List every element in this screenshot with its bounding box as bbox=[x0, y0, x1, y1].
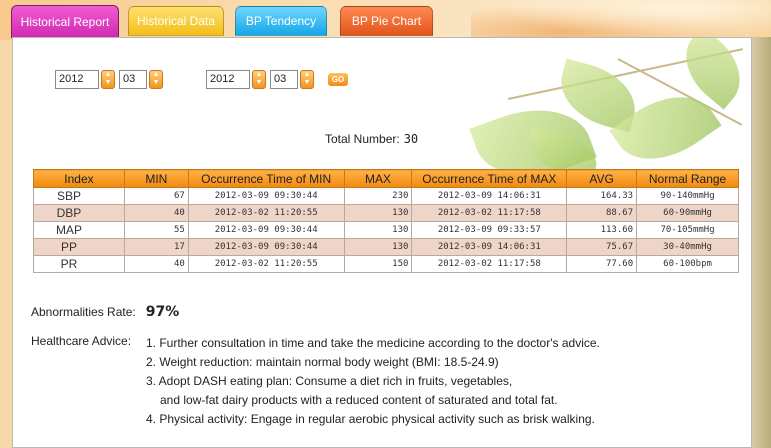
cell-min: 40 bbox=[124, 205, 188, 222]
cell-max-time: 2012-03-02 11:17:58 bbox=[412, 256, 567, 273]
header-avg: AVG bbox=[567, 170, 637, 188]
to-year-field[interactable]: 2012 bbox=[206, 70, 250, 89]
cell-range: 70-105mmHg bbox=[637, 222, 739, 239]
total-label: Total Number: bbox=[325, 132, 400, 146]
advice-line: 2. Weight reduction: maintain normal body weight (BMI: 18.5-24.9) bbox=[146, 355, 499, 369]
cell-avg: 88.67 bbox=[567, 205, 637, 222]
header-max-time: Occurrence Time of MAX bbox=[412, 170, 567, 188]
abnormalities-value: 97% bbox=[145, 304, 180, 320]
cell-index: MAP bbox=[34, 222, 125, 239]
healthcare-advice-label: Healthcare Advice: bbox=[31, 334, 132, 348]
cell-min-time: 2012-03-09 09:30:44 bbox=[188, 222, 344, 239]
cell-max-time: 2012-03-02 11:17:58 bbox=[412, 205, 567, 222]
abnormalities-label: Abnormalities Rate: bbox=[31, 305, 136, 319]
total-number bbox=[325, 132, 418, 146]
header-min: MIN bbox=[124, 170, 188, 188]
to-month-field[interactable]: 03 bbox=[270, 70, 298, 89]
from-month-spinner[interactable]: ▲ ▼ bbox=[149, 70, 163, 89]
table-row bbox=[34, 256, 739, 273]
cell-max: 130 bbox=[344, 205, 412, 222]
cell-max-time: 2012-03-09 14:06:31 bbox=[412, 239, 567, 256]
cell-index: PP bbox=[34, 239, 125, 256]
cell-min: 17 bbox=[124, 239, 188, 256]
table-row bbox=[34, 205, 739, 222]
cell-index: PR bbox=[34, 256, 125, 273]
go-button[interactable]: GO bbox=[328, 73, 348, 86]
cell-max: 130 bbox=[344, 222, 412, 239]
cell-max: 150 bbox=[344, 256, 412, 273]
total-value: 30 bbox=[403, 132, 419, 146]
advice-line: 4. Physical activity: Engage in regular aerobic physical activity such as brisk walking. bbox=[146, 412, 595, 426]
cell-max-time: 2012-03-09 14:06:31 bbox=[412, 188, 567, 205]
cell-range: 30-40mmHg bbox=[637, 239, 739, 256]
cell-range: 60-100bpm bbox=[637, 256, 739, 273]
cell-max: 130 bbox=[344, 239, 412, 256]
cell-max-time: 2012-03-09 09:33:57 bbox=[412, 222, 567, 239]
to-month-spinner[interactable]: ▲ ▼ bbox=[300, 70, 314, 89]
tab-bp-pie-chart[interactable]: BP Pie Chart bbox=[340, 6, 433, 36]
report-panel bbox=[12, 37, 752, 448]
header-min-time: Occurrence Time of MIN bbox=[188, 170, 344, 188]
header-index: Index bbox=[34, 170, 125, 188]
cell-index: DBP bbox=[34, 205, 125, 222]
table-row bbox=[34, 239, 739, 256]
cell-min: 67 bbox=[124, 188, 188, 205]
tab-historical-report[interactable]: Historical Report bbox=[11, 5, 119, 38]
leaves-decoration bbox=[468, 38, 752, 178]
advice-line: 1. Further consultation in time and take the medicine according to the doctor's advice. bbox=[146, 336, 600, 350]
cell-range: 90-140mmHg bbox=[637, 188, 739, 205]
tab-historical-data[interactable]: Historical Data bbox=[128, 6, 224, 36]
from-month-field[interactable]: 03 bbox=[119, 70, 147, 89]
cell-min-time: 2012-03-09 09:30:44 bbox=[188, 188, 344, 205]
header-normal-range: Normal Range bbox=[637, 170, 739, 188]
cell-min-time: 2012-03-02 11:20:55 bbox=[188, 205, 344, 222]
from-year-field[interactable]: 2012 bbox=[55, 70, 99, 89]
healthcare-advice-list bbox=[146, 334, 600, 429]
cell-min-time: 2012-03-09 09:30:44 bbox=[188, 239, 344, 256]
advice-line: 3. Adopt DASH eating plan: Consume a diet rich in fruits, vegetables, bbox=[146, 374, 513, 388]
bp-summary-table bbox=[33, 169, 739, 273]
tab-bp-tendency[interactable]: BP Tendency bbox=[235, 6, 327, 36]
cell-avg: 75.67 bbox=[567, 239, 637, 256]
cell-index: SBP bbox=[34, 188, 125, 205]
abnormalities-rate bbox=[31, 304, 179, 320]
cell-avg: 77.60 bbox=[567, 256, 637, 273]
cell-min: 55 bbox=[124, 222, 188, 239]
table-row bbox=[34, 188, 739, 205]
header-max: MAX bbox=[344, 170, 412, 188]
banner-decoration bbox=[471, 0, 771, 40]
cell-avg: 164.33 bbox=[567, 188, 637, 205]
cell-avg: 113.60 bbox=[567, 222, 637, 239]
from-year-spinner[interactable]: ▲ ▼ bbox=[101, 70, 115, 89]
cell-min: 40 bbox=[124, 256, 188, 273]
cell-range: 60-90mmHg bbox=[637, 205, 739, 222]
cell-min-time: 2012-03-02 11:20:55 bbox=[188, 256, 344, 273]
to-year-spinner[interactable]: ▲ ▼ bbox=[252, 70, 266, 89]
advice-line: and low-fat dairy products with a reduced content of saturated and total fat. bbox=[160, 393, 558, 407]
right-edge-decoration bbox=[752, 37, 771, 448]
table-row bbox=[34, 222, 739, 239]
cell-max: 230 bbox=[344, 188, 412, 205]
table-header-row bbox=[34, 170, 739, 188]
